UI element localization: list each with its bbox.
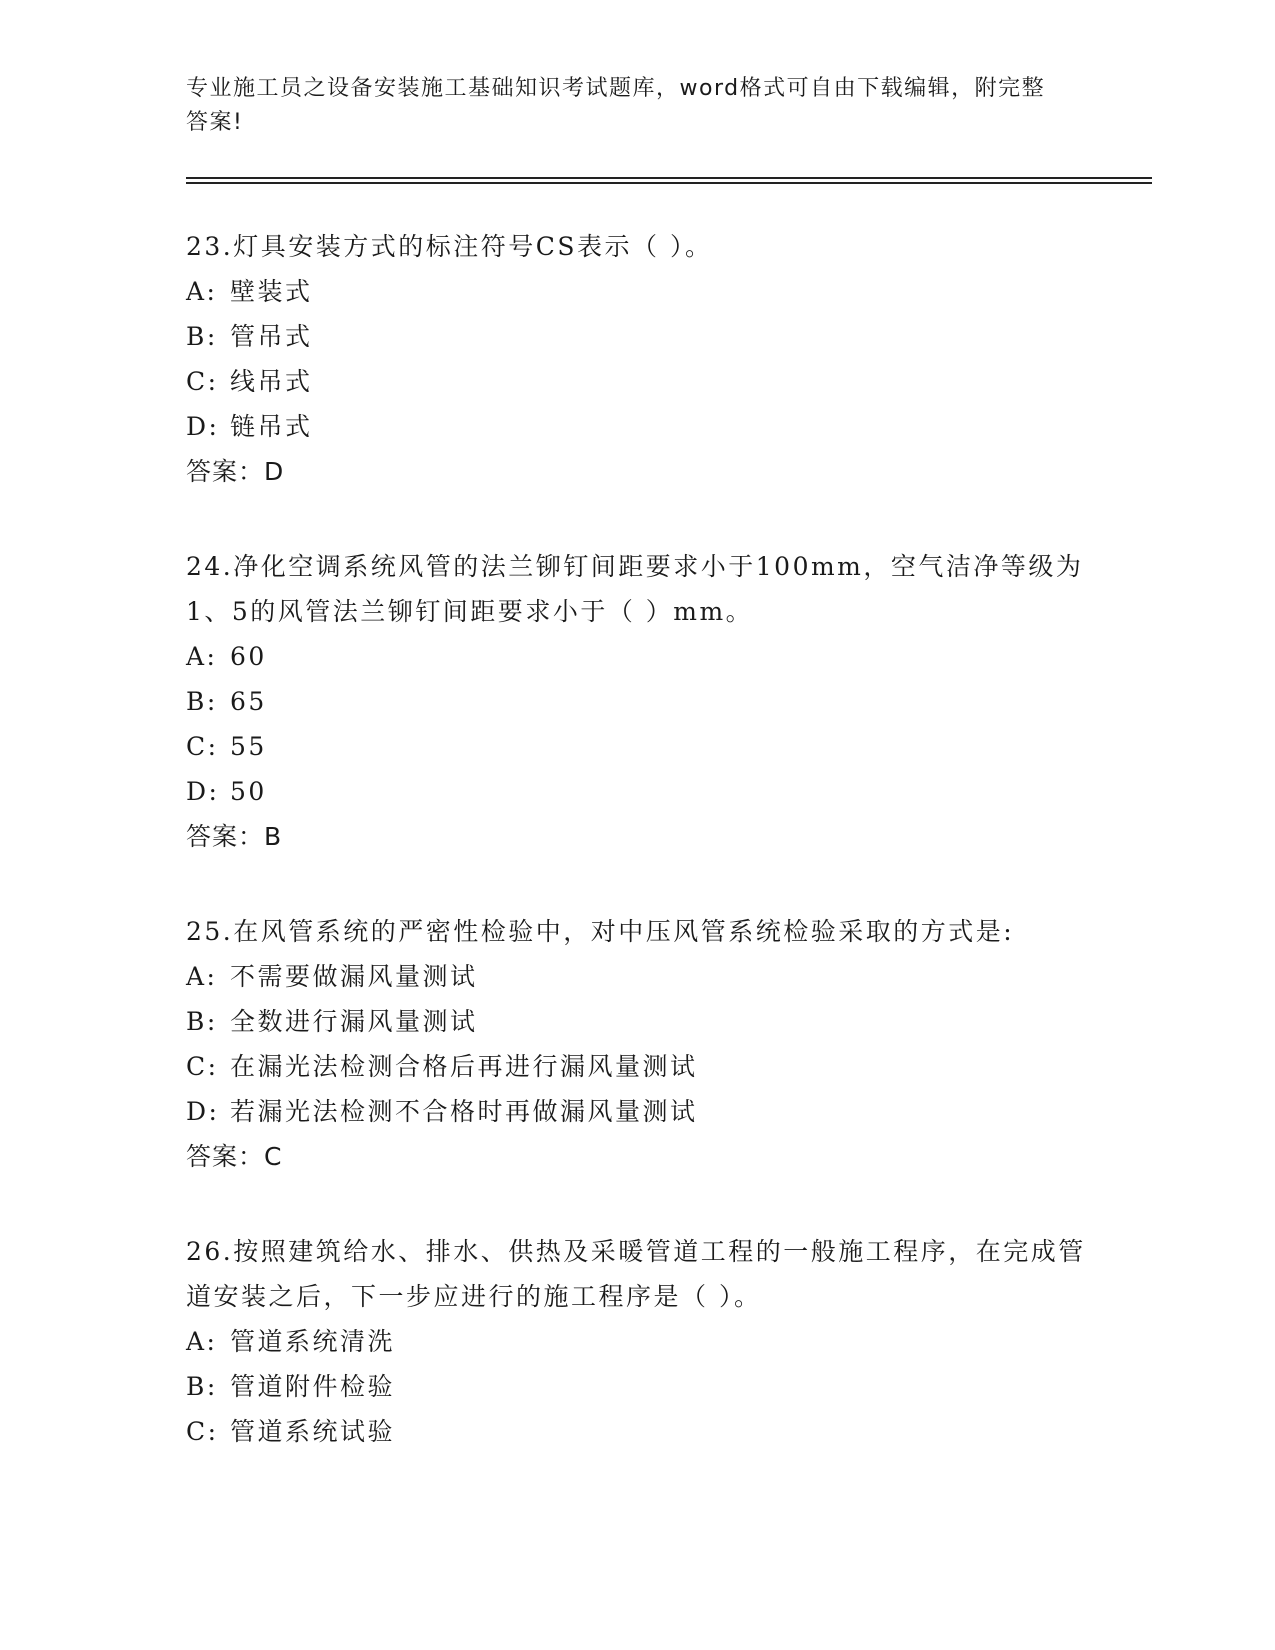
option-text: 壁装式 bbox=[230, 277, 313, 306]
option-b bbox=[186, 1364, 1086, 1409]
option-c bbox=[186, 1044, 1086, 1089]
option-letter: D: bbox=[186, 1097, 220, 1126]
option-letter: C: bbox=[186, 732, 219, 761]
option-a bbox=[186, 954, 1086, 999]
question-stem: 25.在风管系统的严密性检验中，对中压风管系统检验采取的方式是: bbox=[186, 917, 1015, 946]
answer-line: 答案：B bbox=[186, 822, 283, 851]
answer-line: 答案：D bbox=[186, 457, 285, 486]
question-stem: 26.按照建筑给水、排水、供热及采暖管道工程的一般施工程序，在完成管道安装之后，下一步应进行的施工程序是（ ）。 bbox=[186, 1237, 1086, 1311]
option-letter: A: bbox=[186, 277, 218, 306]
option-letter: C: bbox=[186, 367, 219, 396]
question-25 bbox=[186, 909, 1086, 1179]
option-text: 65 bbox=[230, 687, 267, 716]
question-stem: 23.灯具安装方式的标注符号CS表示（ ）。 bbox=[186, 232, 713, 261]
option-letter: D: bbox=[186, 412, 220, 441]
question-23 bbox=[186, 224, 1086, 494]
header-divider-bottom bbox=[186, 182, 1152, 184]
option-c bbox=[186, 724, 1086, 769]
option-text: 60 bbox=[230, 642, 267, 671]
question-26 bbox=[186, 1229, 1086, 1454]
option-letter: B: bbox=[186, 1007, 218, 1036]
option-letter: A: bbox=[186, 642, 218, 671]
option-letter: A: bbox=[186, 962, 218, 991]
option-text: 线吊式 bbox=[230, 367, 313, 396]
option-d bbox=[186, 1089, 1086, 1134]
option-text: 55 bbox=[230, 732, 267, 761]
option-letter: B: bbox=[186, 322, 218, 351]
header-divider-top bbox=[186, 177, 1152, 179]
option-a bbox=[186, 1319, 1086, 1364]
option-letter: A: bbox=[186, 1327, 218, 1356]
option-letter: D: bbox=[186, 777, 220, 806]
option-letter: B: bbox=[186, 1372, 218, 1401]
option-a bbox=[186, 634, 1086, 679]
option-letter: C: bbox=[186, 1417, 219, 1446]
option-c bbox=[186, 359, 1086, 404]
option-text: 50 bbox=[230, 777, 267, 806]
option-b bbox=[186, 679, 1086, 724]
option-text: 管道附件检验 bbox=[230, 1372, 396, 1401]
option-d bbox=[186, 404, 1086, 449]
question-list bbox=[186, 224, 1086, 1504]
option-text: 全数进行漏风量测试 bbox=[230, 1007, 478, 1036]
option-b bbox=[186, 999, 1086, 1044]
option-a bbox=[186, 269, 1086, 314]
option-text: 管道系统试验 bbox=[230, 1417, 396, 1446]
header-text: 专业施工员之设备安装施工基础知识考试题库，word格式可自由下载编辑，附完整答案! bbox=[186, 76, 1046, 135]
option-text: 链吊式 bbox=[230, 412, 313, 441]
question-24 bbox=[186, 544, 1086, 859]
option-b bbox=[186, 314, 1086, 359]
option-text: 管吊式 bbox=[230, 322, 313, 351]
option-text: 若漏光法检测不合格时再做漏风量测试 bbox=[230, 1097, 698, 1126]
option-letter: B: bbox=[186, 687, 218, 716]
document-header bbox=[186, 72, 1066, 140]
option-letter: C: bbox=[186, 1052, 219, 1081]
option-text: 在漏光法检测合格后再进行漏风量测试 bbox=[230, 1052, 698, 1081]
option-text: 管道系统清洗 bbox=[230, 1327, 396, 1356]
question-stem: 24.净化空调系统风管的法兰铆钉间距要求小于100mm，空气洁净等级为1、5的风管法兰铆钉间距要求小于（ ）mm。 bbox=[186, 552, 1084, 626]
option-c bbox=[186, 1409, 1086, 1454]
option-text: 不需要做漏风量测试 bbox=[230, 962, 478, 991]
answer-line: 答案：C bbox=[186, 1142, 283, 1171]
option-d bbox=[186, 769, 1086, 814]
